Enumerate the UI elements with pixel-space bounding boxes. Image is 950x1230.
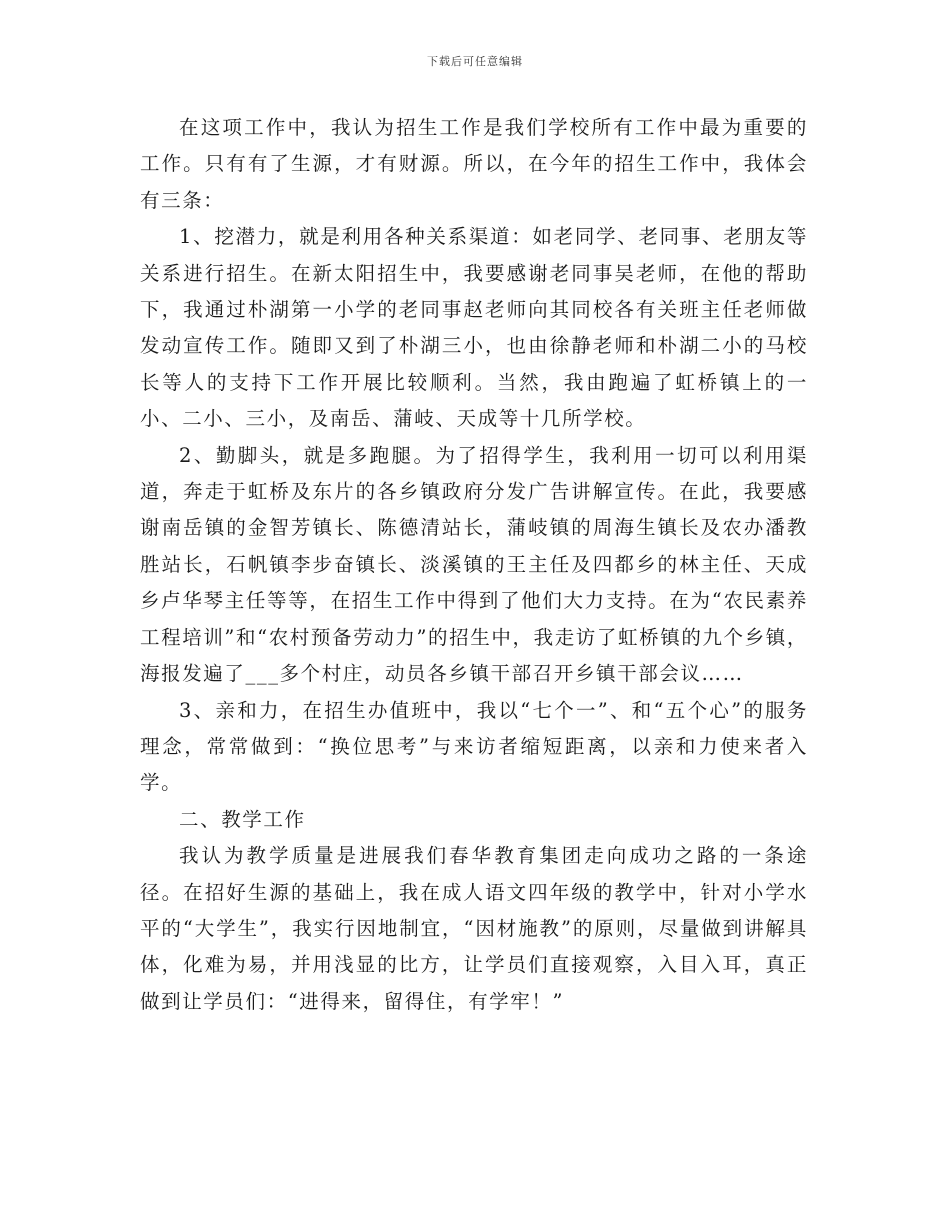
paragraph-point-1: 1、挖潜力，就是利用各种关系渠道：如老同学、老同事、老朋友等关系进行招生。在新太阳招生中，我要感谢老同事吴老师，在他的帮助下，我通过朴湖第一小学的老同事赵老师向其同校各有关班主任老师做发动宣传工作。随即又到了朴湖三小，也由徐静老师和朴湖二小的马校长等人的支持下工作开展比较顺利。当然，我由跑遍了虹桥镇上的一小、二小、三小，及南岳、蒲岐、天成等十几所学校。 <box>140 225 808 431</box>
section-heading-teaching: 二、教学工作 <box>179 807 306 831</box>
document-body <box>140 110 808 1020</box>
page-header-note: 下载后可任意编辑 <box>427 55 523 68</box>
paragraph-point-2: 2、勤脚头，就是多跑腿。为了招得学生，我利用一切可以利用渠道，奔走于虹桥及东片的各乡镇政府分发广告讲解宣传。在此，我要感谢南岳镇的金智芳镇长、陈德清站长，蒲岐镇的周海生镇长及农办潘教胜站长，石帆镇李步奋镇长、淡溪镇的王主任及四都乡的林主任、天成乡卢华琴主任等等，在招生工作中得到了他们大力支持。在为“农民素养工程培训”和“农村预备劳动力”的招生中，我走访了虹桥镇的九个乡镇，海报发遍了___多个村庄，动员各乡镇干部召开乡镇干部会议…… <box>140 443 808 686</box>
paragraph-intro: 在这项工作中，我认为招生工作是我们学校所有工作中最为重要的工作。只有有了生源，才有财源。所以，在今年的招生工作中，我体会有三条： <box>140 116 808 212</box>
paragraph-teaching: 我认为教学质量是进展我们春华教育集团走向成功之路的一条途径。在招好生源的基础上，我在成人语文四年级的教学中，针对小学水平的“大学生”，我实行因地制宜，“因材施教”的原则，尽量做到讲解具体，化难为易，并用浅显的比方，让学员们直接观察，入目入耳，真正做到让学员们：“进得来，留得住，有学牢！” <box>140 844 808 1013</box>
paragraph-point-3: 3、亲和力，在招生办值班中，我以“七个一”、和“五个心”的服务理念，常常做到：“换位思考”与来访者缩短距离，以亲和力使来者入学。 <box>140 698 808 795</box>
